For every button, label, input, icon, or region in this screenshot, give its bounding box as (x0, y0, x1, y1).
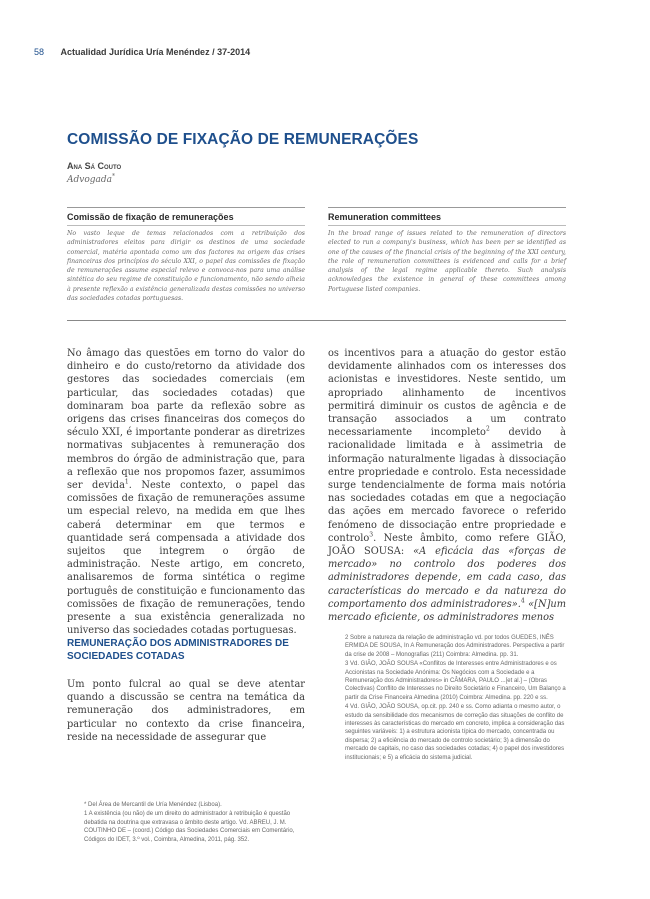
footnote-ref: 3 (369, 531, 374, 539)
running-header (34, 47, 250, 57)
footnotes-right (345, 634, 567, 763)
footnote-ref: 2 (485, 425, 490, 433)
footnote: 3 Vd. GIÃO, JOÃO SOUSA «Conflitos de Interesses entre Administradores e os Accionistas na Sociedade Anónima: Os Negócios com a Sociedade e a Remuneração dos Administradores» in CÂMARA, PAULO ...[et al.] – (Obras Colectivas) Conflito de Interesses no Direito Societário e Financeiro, Um Balanço a partir da Crise Financeira Almedina (2010) Coimbra: Almedina. pp. 220 e ss. (345, 661, 566, 701)
footnote-ref: 4 (520, 597, 525, 605)
article-title: COMISSÃO DE FIXAÇÃO DE REMUNERAÇÕES (67, 131, 419, 148)
author-role: Advogada* (67, 173, 116, 185)
footnote-ref: 1 (124, 478, 129, 486)
abstract-text-pt: No vasto leque de temas relacionados com a retribuição dos administradores eleitos para dirigir os destinos de uma sociedade comercial, matéria apontada como um dos factores na origem das crises financeiras dos princípios do século XXI, o papel das comissões de fixação de remunerações assume especial relevo e convoca-nos para uma análise sintética do seu regime de constituição e funcionamento, não sendo alheia à presente reflexão a existência generalizada destas comissões no universo das sociedades cotadas portuguesas. (67, 230, 305, 303)
body-column-right: os incentivos para a atuação do gestor estão devidamente alinhados com os interesses dos acionistas e investidores. Neste sentido, um apropriado alinhamento de incentivos permitirá diminuir os custos de agência e de transação associados a um contrato necessariamente incompleto$^2$ devido à racionalidade limitada e à assimetria de informação naturalmente ligadas à dissociação entre propriedade e controlo. Esta necessidade surge tendencialmente de forma mais notória nas sociedades cotadas em que a negociação das ações em mercado favorece o referido fenómeno de dissociação entre propriedade e controlo$^3$. Neste âmbito, como refere GIÃO, JOÃO SOUSA: «A eficácia das «forças de mercado» no controlo dos poderes dos administradores depende, em cada caso, das características do mercado e da natureza do comportamento dos administradores».$^4$ «[N]um mercado eficiente, os administradores menos (328, 348, 566, 624)
abstract-heading-pt: Comissão de fixação de remunerações (67, 212, 305, 226)
footnote: 4 Vd. GIÃO, JOÃO SOUSA, op.cit. pp. 240 e ss. Como adianta o mesmo autor, o estudo da sensibilidade dos mecanismos de correção das situações de conflito de interesses às características do mercado em concreto, implica a consideração das seguintes variáveis: 1) a estrutura acionista típica do mercado, concentrada ou dispersa; 2) a eficiência do mercado de controlo societário; 3) a dimensão do mercado de capitais, no caso das sociedades cotadas; 4) o papel dos investidores institucionais; e 5) a eficácia do sistema judicial. (345, 704, 565, 761)
footnote: 1 A existência (ou não) de um direito do administrador à retribuição é questão debatida na doutrina que extravasa o âmbito deste artigo. Vd. ABREU, J. M. COUTINHO DE – (coord.) Código das Sociedades Comerciais em Comentário, Códigos do IDET, 3.º vol., Coimbra, Almedina, 2011, pág. 352. (84, 811, 295, 843)
abstract-portuguese (67, 207, 305, 303)
page-number: 58 (34, 47, 45, 57)
journal-title: Actualidad Jurídica Uría Menéndez / 37-2014 (60, 47, 251, 57)
body-column-left: No âmago das questões em torno do valor do dinheiro e do custo/retorno da atividade dos gestores das sociedades comerciais (em particular, das sociedades cotadas) que dominaram boa parte da reflexão sobre as origens das crises financeiras dos começos do século XXI, é importante ponderar as diretrizes normativas subjacentes à remuneração dos membros do órgão de administração que, para a reflexão que nos propomos fazer, assumimos ser devida$^1$. Neste contexto, o papel das comissões de fixação de remunerações assume um especial relevo, na medida em que lhes caberá determinar em que termos e quantidade será compensada a atividade dos sujeitos que integrem o órgão de administração. Neste artigo, em concreto, analisaremos de forma sintética o regime português de constituição e funcionamento das comissões de fixação de remunerações, tendo presente a sua existência generalizada no universo das sociedades cotadas portuguesas. (67, 348, 305, 637)
section-body: Um ponto fulcral ao qual se deve atentar quando a discussão se centra na temática da remuneração dos administradores, em particular no contexto da crise financeira, reside na necessidade de assegurar que (67, 679, 305, 743)
section-divider (67, 320, 566, 321)
abstract-text-en: In the broad range of issues related to the remuneration of directors elected to run a company's business, which has been per se identified as one of the causes of the financial crisis of the beginning of the XXI century, the role of remuneration committees is evidenced and calls for a brief analysis of the legal regime applicable thereto. Such analysis acknowledges the existence in general of these committees among Portuguese listed companies. (328, 230, 566, 293)
author-name: Ana Sá Couto (67, 161, 122, 171)
section-heading: REMUNERAÇÃO DOS ADMINISTRADORES DE SOCIEDADES COTADAS (67, 638, 289, 662)
abstract-english (328, 207, 566, 294)
footnotes-left (84, 801, 306, 845)
footnote: * Del Área de Mercantil de Uría Menéndez (Lisboa). (84, 802, 222, 808)
abstract-heading-en: Remuneration committees (328, 212, 566, 226)
footnote: 2 Sobre a natureza da relação de administração vd. por todos GUEDES, INÊS ERMIDA DE SOUSA, In A Remuneração dos Administradores. Perspectiva a partir da crise de 2008 – Monografias (211) Coimbra: Almedina. pp. 31. (345, 635, 565, 658)
